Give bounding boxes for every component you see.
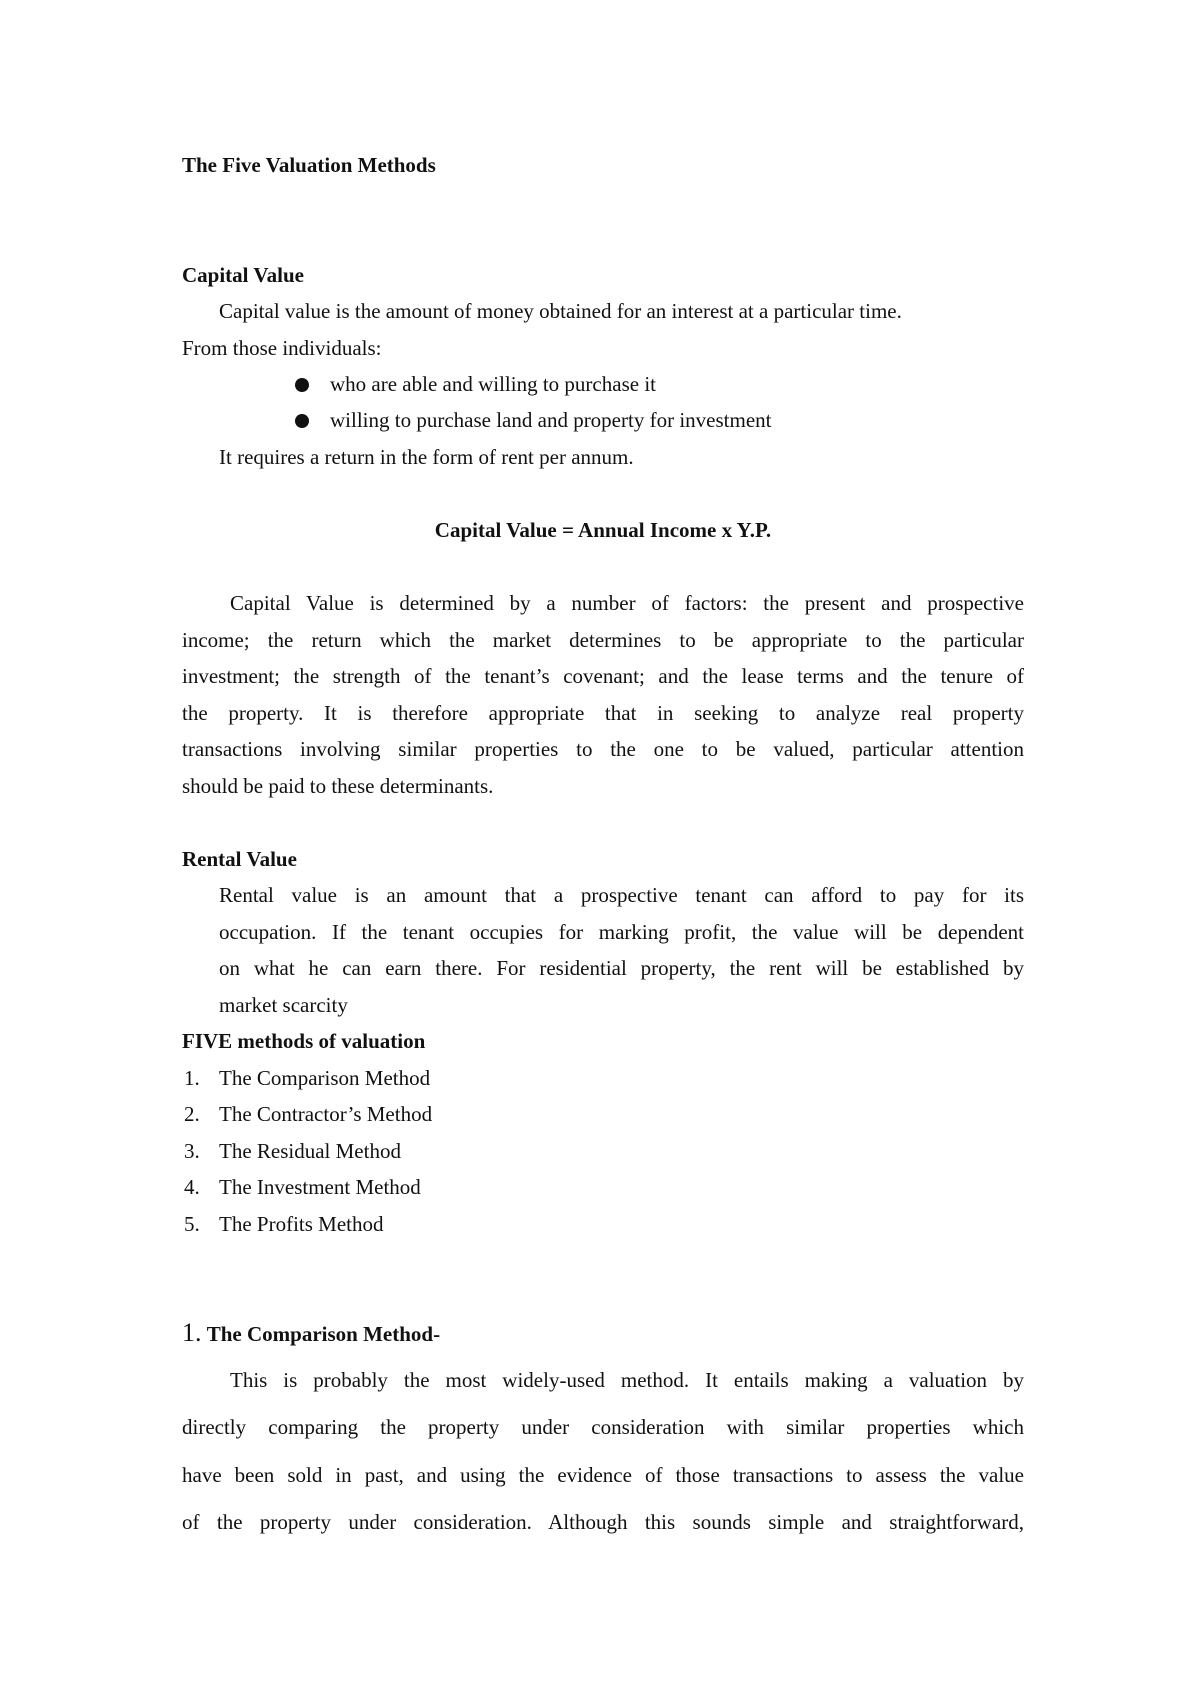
capital-value-intro-line-1: Capital value is the amount of money obtained for an interest at a particular time. [219, 299, 902, 323]
list-number: 2. [184, 1102, 200, 1126]
rental-value-para-line-3: on what he can earn there. For residential property, the rent will be established by [219, 956, 1024, 980]
rental-value-heading: Rental Value [182, 847, 297, 871]
comparison-para-line-3: have been sold in past, and using the evidence of those transactions to assess the value [182, 1463, 1024, 1487]
comparison-heading: The Comparison Method- [206, 1322, 441, 1346]
comparison-para-line-4: of the property under consideration. Although this sounds simple and straightforward, [182, 1510, 1024, 1534]
capital-value-para-line-2: income; the return which the market determines to be appropriate to the particular [182, 628, 1024, 652]
list-number: 4. [184, 1175, 200, 1199]
capital-value-para-line-1: Capital Value is determined by a number of factors: the present and prospective [230, 591, 1024, 615]
capital-value-return-line: It requires a return in the form of rent per annum. [219, 445, 634, 469]
capital-value-para-line-6: should be paid to these determinants. [182, 774, 494, 798]
capital-value-intro-line-2: From those individuals: [182, 336, 382, 360]
capital-value-para-line-5: transactions involving similar properties to the one to be valued, particular attention [182, 737, 1024, 761]
capital-value-bullet-1: who are able and willing to purchase it [330, 372, 656, 396]
rental-value-para-line-1: Rental value is an amount that a prospective tenant can afford to pay for its [219, 883, 1024, 907]
list-number: 1. [184, 1066, 200, 1090]
rental-value-para-line-2: occupation. If the tenant occupies for marking profit, the value will be dependent [219, 920, 1024, 944]
five-methods-heading: FIVE methods of valuation [182, 1029, 426, 1053]
capital-value-para-line-4: the property. It is therefore appropriate that in seeking to analyze real property [182, 701, 1024, 725]
document-title: The Five Valuation Methods [182, 153, 436, 177]
list-item: The Profits Method [219, 1212, 384, 1236]
comparison-section-heading [182, 1320, 440, 1347]
comparison-para-line-2: directly comparing the property under consideration with similar properties which [182, 1415, 1024, 1439]
list-item: The Comparison Method [219, 1066, 431, 1090]
comparison-para-line-1: This is probably the most widely-used method. It entails making a valuation by [230, 1368, 1024, 1392]
bullet-dot [295, 414, 309, 428]
bullet-dot [295, 378, 309, 392]
rental-value-para-line-4: market scarcity [219, 993, 348, 1017]
capital-value-para-line-3: investment; the strength of the tenant’s covenant; and the lease terms and the tenure of [182, 664, 1024, 688]
capital-value-bullet-2: willing to purchase land and property for investment [330, 408, 772, 432]
list-item: The Contractor’s Method [219, 1102, 433, 1126]
capital-value-formula: Capital Value = Annual Income x Y.P. [434, 518, 772, 542]
list-number: 5. [184, 1212, 200, 1236]
comparison-number: 1. [182, 1318, 202, 1347]
list-item: The Residual Method [219, 1139, 401, 1163]
list-item: The Investment Method [219, 1175, 421, 1199]
list-number: 3. [184, 1139, 200, 1163]
capital-value-heading: Capital Value [182, 263, 304, 287]
